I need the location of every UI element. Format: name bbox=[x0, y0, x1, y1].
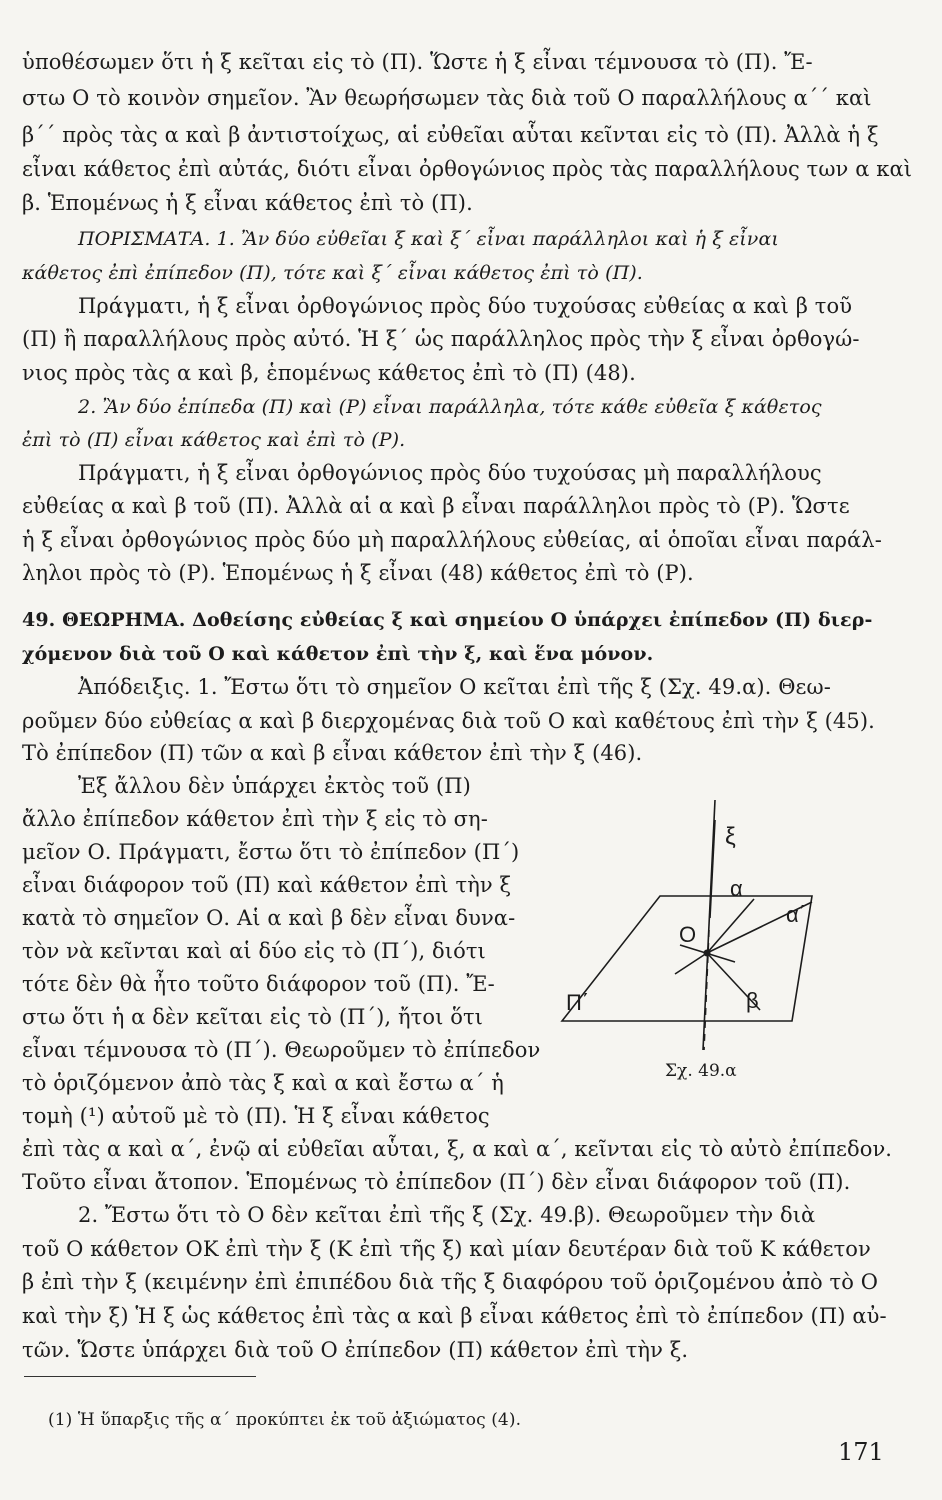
text-line-16: ληλοι πρὸς τὸ (Ρ). Ἑπομένως ἡ ξ εἶναι (48) κάθετος ἐπὶ τὸ (Ρ). bbox=[22, 561, 694, 585]
label-alpha: α bbox=[730, 876, 743, 901]
text-line-35: 2. Ἔστω ὅτι τὸ Ο δὲν κεῖται ἐπὶ τῆς ξ (Σχ. 49.β). Θεωροῦμεν τὴν διὰ bbox=[78, 1203, 816, 1227]
text-line-15: ἡ ξ εἶναι ὀρθογώνιος πρὸς δύο μὴ παραλλήλους εὐθείας, αἱ ὁποῖαι εἶναι παράλ- bbox=[22, 528, 882, 552]
narrow-line-10: τὸ ὁριζόμενον ἀπὸ τὰς ξ καὶ α καὶ ἔστω α΄ ἡ bbox=[22, 1071, 504, 1095]
text-line-39: τῶν. Ὥστε ὑπάρχει διὰ τοῦ Ο ἐπίπεδον (Π) κάθετον ἐπὶ τὴν ξ. bbox=[22, 1338, 689, 1362]
corollary-2-statement: 2. Ἂν δύο ἐπίπεδα (Π) καὶ (Ρ) εἶναι παράλληλα, τότε κάθε εὐθεῖα ξ κάθετος bbox=[78, 396, 822, 418]
narrow-line-4: εἶναι διάφορον τοῦ (Π) καὶ κάθετον ἐπὶ τὴν ξ bbox=[22, 873, 512, 897]
text-line-1: ὑποθέσωμεν ὅτι ἡ ξ κεῖται εἰς τὸ (Π). Ὥστε ἡ ξ εἶναι τέμνουσα τὸ (Π). Ἔ- bbox=[22, 50, 813, 74]
text-line-38: καὶ τὴν ξ) Ἡ ξ ὡς κάθετος ἐπὶ τὰς α καὶ β εἶναι κάθετος ἐπὶ τὸ ἐπίπεδον (Π) αὐ- bbox=[22, 1304, 887, 1328]
narrow-line-7: τότε δὲν θὰ ἦτο τοῦτο διάφορον τοῦ (Π). Ἔ- bbox=[22, 972, 495, 996]
label-alpha-prime: α΄ bbox=[786, 902, 807, 927]
text-line-13: Πράγματι, ἡ ξ εἶναι ὀρθογώνιος πρὸς δύο τυχούσας μὴ παραλλήλους bbox=[78, 461, 822, 485]
footnote-rule bbox=[24, 1376, 256, 1377]
narrow-line-1: Ἐξ ἄλλου δὲν ὑπάρχει ἐκτὸς τοῦ (Π) bbox=[78, 774, 471, 798]
footnote: (1) Ἡ ὕπαρξις τῆς α΄ προκύπτει ἐκ τοῦ ἀξιώματος (4). bbox=[48, 1410, 522, 1430]
line-through-o-left bbox=[675, 953, 707, 974]
plane-parallelogram bbox=[562, 896, 812, 1021]
text-line-4: εἶναι κάθετος ἐπὶ αὐτάς, διότι εἶναι ὀρθογώνιος πρὸς τὰς παραλλήλους των α καὶ bbox=[22, 157, 913, 181]
text-line-36: τοῦ Ο κάθετον ΟΚ ἐπὶ τὴν ξ (Κ ἐπὶ τῆς ξ) καὶ μίαν δευτέραν διὰ τοῦ Κ κάθετον bbox=[22, 1237, 871, 1261]
text-line-2: στω Ο τὸ κοινὸν σημεῖον. Ἂν θεωρήσωμεν τὰς διὰ τοῦ Ο παραλλήλους α΄΄ καὶ bbox=[22, 86, 872, 110]
figure-caption: Σχ. 49.α bbox=[665, 1061, 737, 1081]
label-o: Ο bbox=[679, 922, 697, 947]
text-line-14: εὐθείας α καὶ β τοῦ (Π). Ἀλλὰ αἱ α καὶ β εἶναι παράλληλοι πρὸς τὸ (Ρ). Ὥστε bbox=[22, 494, 850, 518]
narrow-line-6: τὸν νὰ κεῖνται καὶ αἱ δύο εἰς τὸ (Π΄), διότι bbox=[22, 939, 486, 963]
text-line-9: (Π) ἢ παραλλήλους πρὸς αὐτό. Ἡ ξ΄ ὡς παράλληλος πρὸς τὴν ξ εἶναι ὀρθογώ- bbox=[22, 327, 860, 351]
page-number: 171 bbox=[838, 1438, 884, 1466]
figure-49a bbox=[560, 800, 820, 1090]
text-line-10: νιος πρὸς τὰς α καὶ β, ἑπομένως κάθετος ἐπὶ τὸ (Π) (48). bbox=[22, 361, 636, 385]
text-line-33: ἐπὶ τὰς α καὶ α΄, ἐνῷ αἱ εὐθεῖαι αὗται, ξ, α καὶ α΄, κεῖνται εἰς τὸ αὐτὸ ἐπίπεδον. bbox=[22, 1137, 893, 1161]
narrow-line-8: στω ὅτι ἡ α δὲν κεῖται εἰς τὸ (Π΄), ἤτοι ὅτι bbox=[22, 1005, 484, 1029]
corollary-2-statement-cont: ἐπὶ τὸ (Π) εἶναι κάθετος καὶ ἐπὶ τὸ (Ρ). bbox=[22, 429, 406, 451]
text-line-34: Τοῦτο εἶναι ἄτοπον. Ἑπομένως τὸ ἐπίπεδον (Π΄) δὲν εἶναι διάφορον τοῦ (Π). bbox=[22, 1170, 851, 1194]
label-plane-p-prime: Π΄ bbox=[566, 990, 590, 1015]
text-line-5: β. Ἑπομένως ἡ ξ εἶναι κάθετος ἐπὶ τὸ (Π). bbox=[22, 191, 473, 215]
narrow-line-3: μεῖον Ο. Πράγματι, ἔστω ὅτι τὸ ἐπίπεδον (Π΄) bbox=[22, 840, 520, 864]
narrow-line-9: εἶναι τέμνουσα τὸ (Π΄). Θεωροῦμεν τὸ ἐπίπεδον bbox=[22, 1038, 541, 1062]
corollary-1-statement: κάθετος ἐπὶ ἐπίπεδον (Π), τότε καὶ ξ΄ εἶναι κάθετος ἐπὶ τὸ (Π). bbox=[22, 262, 643, 284]
text-line-37: β ἐπὶ τὴν ξ (κειμένην ἐπὶ ἐπιπέδου διὰ τῆς ξ διαφόρου τοῦ ὁριζομένου ἀπὸ τὸ Ο bbox=[22, 1270, 879, 1294]
proof-line-1: Ἀπόδειξις. 1. Ἔστω ὅτι τὸ σημεῖον Ο κεῖται ἐπὶ τῆς ξ (Σχ. 49.α). Θεω- bbox=[78, 675, 831, 699]
proof-line-2: ροῦμεν δύο εὐθείας α καὶ β διερχομένας διὰ τοῦ Ο καὶ καθέτους ἐπὶ τὴν ξ (45). bbox=[22, 709, 875, 733]
point-o-dot bbox=[704, 950, 711, 957]
text-line-8: Πράγματι, ἡ ξ εἶναι ὀρθογώνιος πρὸς δύο τυχούσας εὐθείας α καὶ β τοῦ bbox=[78, 294, 853, 318]
label-xi: ξ bbox=[725, 823, 736, 850]
theorem-49-heading: 49. ΘΕΩΡΗΜΑ. Δοθείσης εὐθείας ξ καὶ σημείου Ο ὑπάρχει ἐπίπεδον (Π) διερ- bbox=[22, 609, 873, 631]
narrow-line-2: ἄλλο ἐπίπεδον κάθετον ἐπὶ τὴν ξ εἰς τὸ ση- bbox=[22, 807, 488, 831]
line-alpha bbox=[707, 899, 754, 953]
line-xi-upper bbox=[710, 820, 715, 918]
narrow-line-5: κατὰ τὸ σημεῖον Ο. Αἱ α καὶ β δὲν εἶναι δυνα- bbox=[22, 906, 516, 930]
narrow-line-11: τομὴ (¹) αὐτοῦ μὲ τὸ (Π). Ἡ ξ εἶναι κάθετος bbox=[22, 1104, 490, 1128]
text-line-3: β΄΄ πρὸς τὰς α καὶ β ἀντιστοίχως, αἱ εὐθεῖαι αὗται κεῖνται εἰς τὸ (Π). Ἀλλὰ ἡ ξ bbox=[22, 123, 879, 147]
proof-line-3: Τὸ ἐπίπεδον (Π) τῶν α καὶ β εἶναι κάθετον ἐπὶ τὴν ξ (46). bbox=[22, 741, 643, 765]
corollary-heading-line: ΠΟΡΙΣΜΑΤΑ. 1. Ἂν δύο εὐθεῖαι ξ καὶ ξ΄ εἶναι παράλληλοι καὶ ἡ ξ εἶναι bbox=[78, 228, 779, 250]
label-beta: β bbox=[746, 988, 759, 1013]
theorem-49-heading-cont: χόμενον διὰ τοῦ Ο καὶ κάθετον ἐπὶ τὴν ξ, καὶ ἕνα μόνον. bbox=[22, 643, 654, 665]
